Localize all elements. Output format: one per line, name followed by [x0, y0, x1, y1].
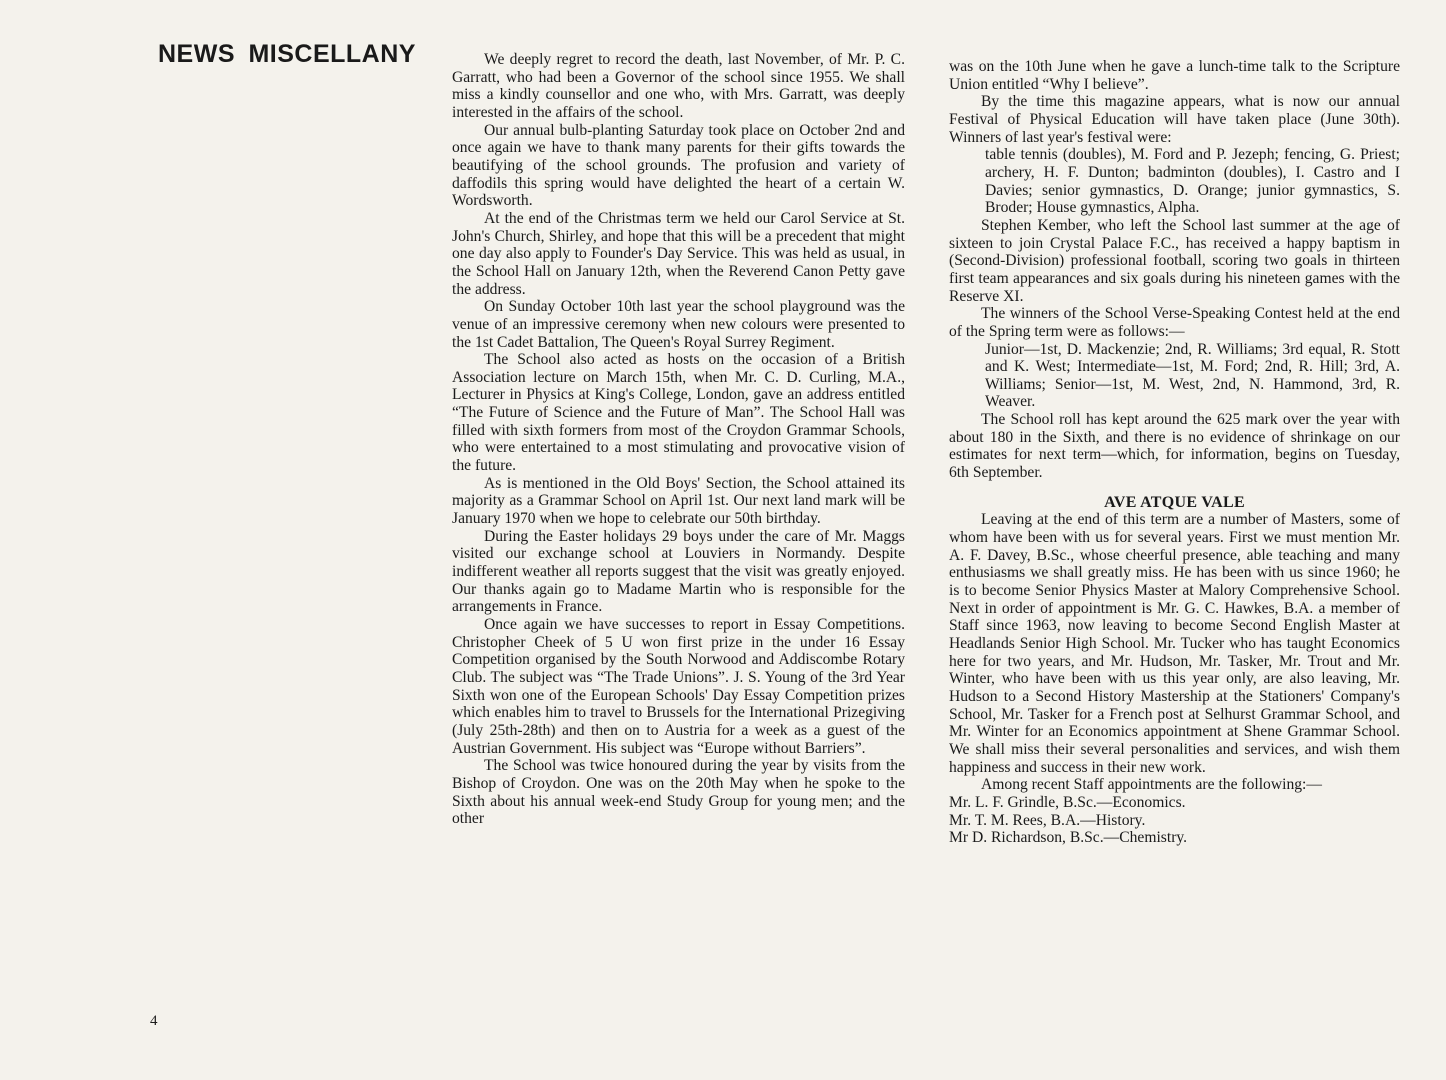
paragraph-ave-atque-vale: Leaving at the end of this term are a number of Masters, some of whom have been with us for several years. First we must mention Mr. A. F. Davey, B.Sc., whose cheerful presence, able teaching and many enthusiasms we shall greatly miss. He has been with us since 1960; he is to become Senior Physics Master at Malory Comprehensive School. Next in order of appointment is Mr. G. C. Hawkes, B.A. a member of Staff since 1963, now leaving to become Second English Master at Headlands Senior High School. Mr. Tucker who has taught Economics here for two years, and Mr. Hudson, Mr. Tasker, Mr. Trout and Mr. Winter, who have been with us this year only, are also leaving, Mr. Hudson to a Second History Mastership at the Stationers' Company's School, Mr. Tasker for a French post at Selhurst Grammar School, and Mr. Winter for an Economics appointment at Shene Grammar School. We shall miss their several personalities and services, and wish them happiness and success in their new work. — [949, 511, 1400, 776]
column-right — [949, 58, 1400, 847]
paragraph-school-roll: The School roll has kept around the 625 mark over the year with about 180 in the Sixth, and there is no evidence of shrinkage on our estimates for next term—which, for information, begins on Tuesday, 6th September. — [949, 411, 1400, 482]
paragraph-new-colours: On Sunday October 10th last year the school playground was the venue of an impressive ceremony when new colours were presented to the 1st Cadet Battalion, The Queen's Royal Surrey Regiment. — [452, 298, 905, 351]
festival-winners: table tennis (doubles), M. Ford and P. Jezeph; fencing, G. Priest; archery, H. F. Dunton; badminton (doubles), I. Castro and I Davies; senior gymnastics, D. Orange; junior gymnastics, S. Broder; House gymnastics, Alpha. — [985, 146, 1400, 217]
paragraph-carol-service: At the end of the Christmas term we held our Carol Service at St. John's Church, Shirley, and hope that this will be a precedent that might one day also apply to Founder's Day Service. This was held as usual, in the School Hall on January 12th, when the Reverend Canon Petty gave the address. — [452, 209, 905, 298]
paragraph-kember: Stephen Kember, who left the School last summer at the age of sixteen to join Crystal Palace F.C., has received a happy baptism in (Second-Division) professional football, scoring two goals in thirteen first team appearances and six goals during his nineteen games with the Reserve XI. — [949, 216, 1400, 305]
appointment-item: Mr. T. M. Rees, B.A.—History. — [949, 811, 1146, 829]
page-number: 4 — [150, 1013, 158, 1029]
paragraph-louviers: During the Easter holidays 29 boys under the care of Mr. Maggs visited our exchange school at Louviers in Normandy. Despite indifferent weather all reports suggest that the visit was greatly enjoyed. Our thanks again go to Madame Martin who is responsible for the arrangements in France. — [452, 527, 905, 616]
paragraph-essay-competitions: Once again we have successes to report in Essay Competitions. Christopher Cheek of 5 U won first prize in the under 16 Essay Competition organised by the South Norwood and Addiscombe Rotary Club. The subject was “The Trade Unions”. J. S. Young of the 3rd Year Sixth won one of the European Schools' Day Essay Competition prizes which enables him to travel to Brussels for the International Prizegiving (July 25th-28th) and then on to Austria for a week as a guest of the Austrian Government. His subject was “Europe without Barriers”. — [452, 616, 905, 757]
appointment-item: Mr D. Richardson, B.Sc.—Chemistry. — [949, 829, 1188, 847]
section-heading: AVE ATQUE VALE — [1104, 493, 1245, 511]
paragraph-appointments-intro: Among recent Staff appointments are the following:— — [981, 776, 1322, 794]
verse-winners: Junior—1st, D. Mackenzie; 2nd, R. Williams; 3rd equal, R. Stott and K. West; Intermediate—1st, M. Ford; 2nd, R. Hill; 3rd, A. Williams; Senior—1st, M. West, 2nd, N. Hammond, 3rd, R. Weaver. — [985, 340, 1400, 411]
column-left — [452, 51, 905, 828]
paragraph-garratt: We deeply regret to record the death, last November, of Mr. P. C. Garratt, who had been a Governor of the school since 1955. We shall miss a kindly counsellor and one who, with Mrs. Garratt, was deeply interested in the affairs of the school. — [452, 51, 905, 121]
paragraph-continuation: was on the 10th June when he gave a lunch-time talk to the Scripture Union entitled “Why I believe”. — [949, 58, 1400, 93]
paragraph-bulb-planting: Our annual bulb-planting Saturday took place on October 2nd and once again we have to thank many parents for their gifts towards the beautifying of the school grounds. The profusion and variety of daffodils this spring would have delighted the heart of a certain W. Wordsworth. — [452, 121, 905, 210]
paragraph-festival-intro: By the time this magazine appears, what is now our annual Festival of Physical Education will have taken place (June 30th). Winners of last year's festival were: — [949, 93, 1400, 146]
page-title: NEWS MISCELLANY — [158, 40, 416, 68]
paragraph-bishop-visits: The School was twice honoured during the year by visits from the Bishop of Croydon. One was on the 20th May when he spoke to the Sixth about his annual week-end Study Group for young men; and the other — [452, 757, 905, 828]
appointment-item: Mr. L. F. Grindle, B.Sc.—Economics. — [949, 793, 1186, 811]
paragraph-majority: As is mentioned in the Old Boys' Section, the School attained its majority as a Grammar School on April 1st. Our next land mark will be January 1970 when we hope to celebrate our 50th birthday. — [452, 474, 905, 528]
paragraph-british-association: The School also acted as hosts on the occasion of a British Association lecture on March 15th, when Mr. C. D. Curling, M.A., Lecturer in Physics at King's College, London, gave an address entitled “The Future of Science and the Future of Man”. The School Hall was filled with sixth formers from most of the Croydon Grammar Schools, who were entertained to a most stimulating and provocative vision of the future. — [452, 351, 905, 475]
paragraph-verse-intro: The winners of the School Verse-Speaking Contest held at the end of the Spring term were as follows:— — [949, 305, 1400, 340]
